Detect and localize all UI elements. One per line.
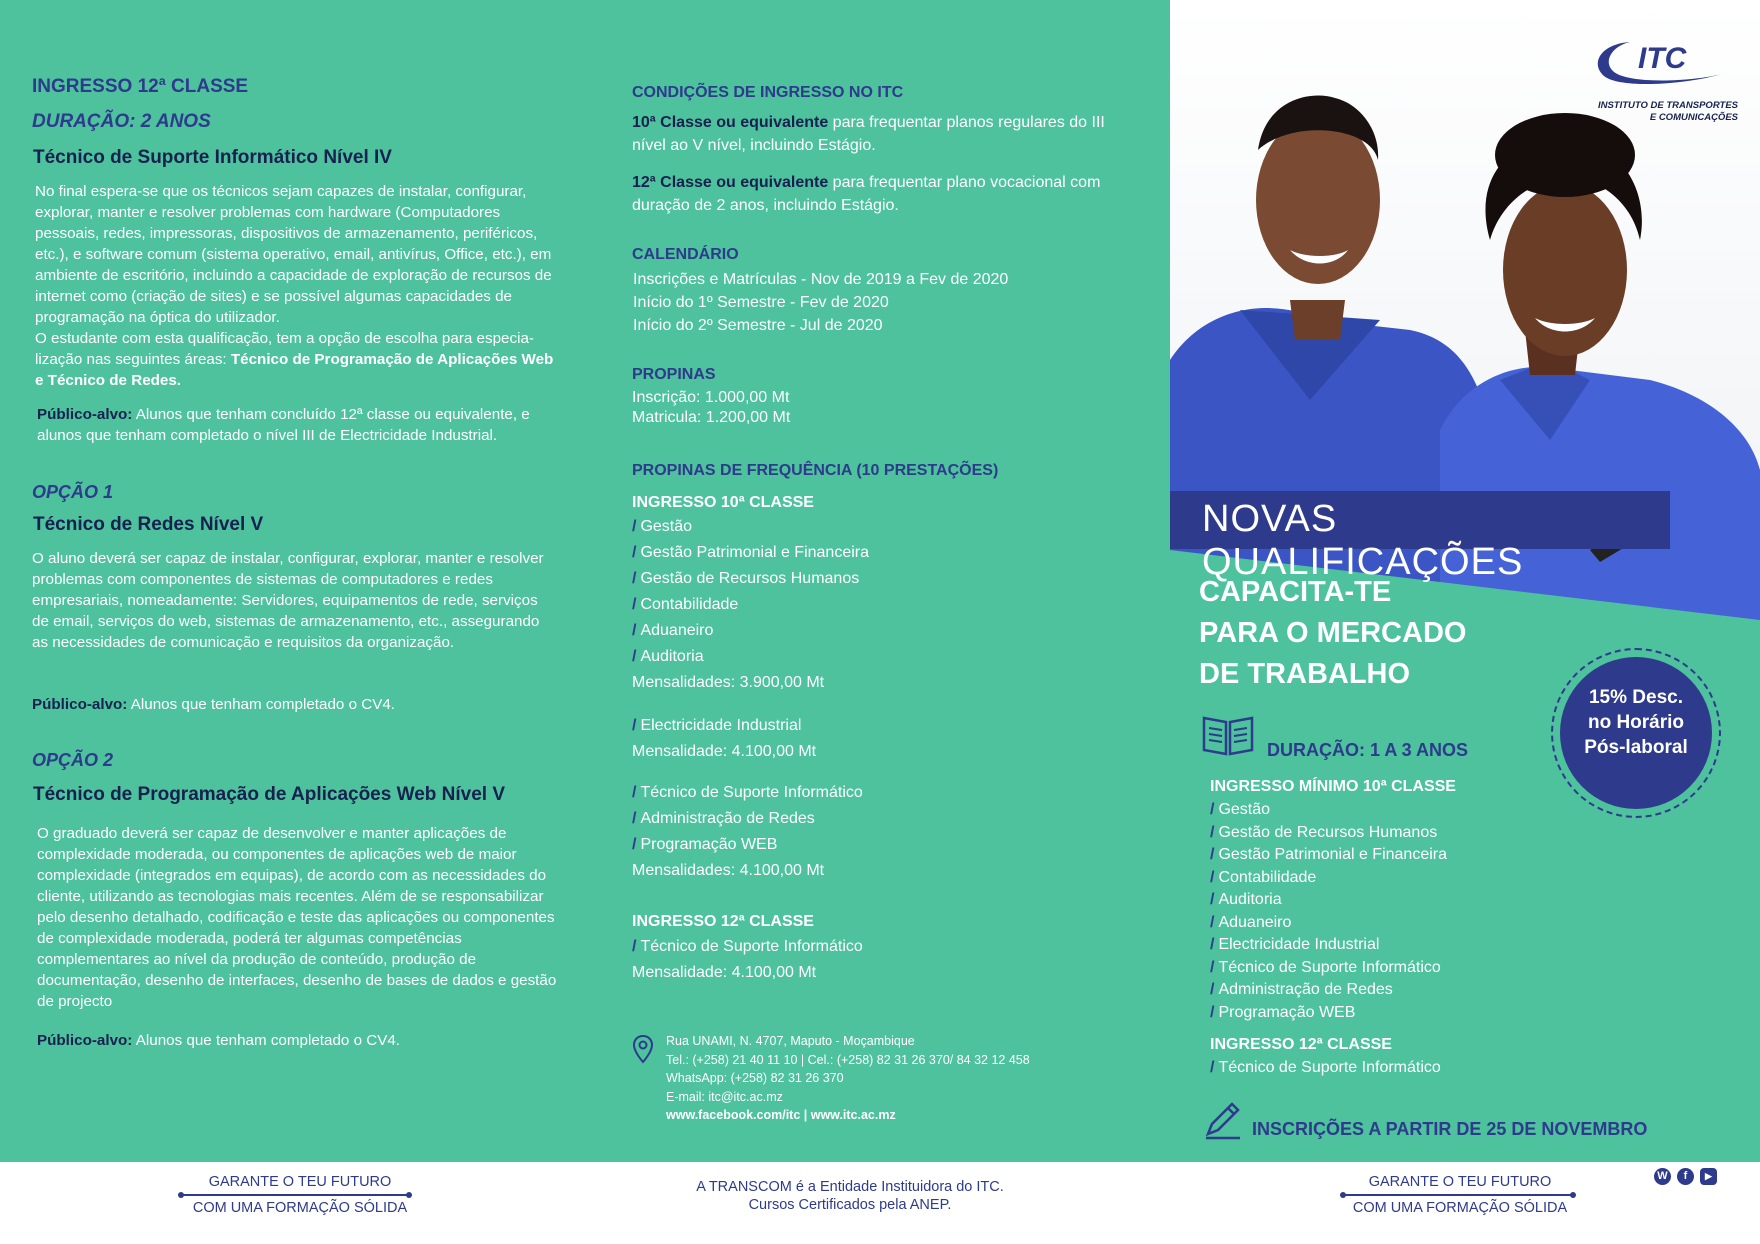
main-course-description: No final espera-se que os técnicos sejam capazes de instalar, configurar, explorar, manter e resolver problemas com hardware (Computadores pessoais, redes, impressoras, dispositivos de armazenamento, periféricos, etc.), e software comum (sistema operativo, email, antivírus, Office, etc.), em ambiente de escritório, incluindo a capacidade de exploração de recursos de internet como (criação de sites) e se possível algumas capacidades de programação na óptica do utilizador. O estudante com esta qualificação, tem a opção de escolha para especia-lização nas seguintes áreas: Técnico de Programação de Aplicações Web e Técnico de Redes. [35,183,554,389]
option1-target: Público-alvo: Alunos que tenham completado o CV4. [32,696,396,713]
footer-divider [182,1194,410,1196]
new-qualifications-banner: NOVAS QUALIFICAÇÕES [1170,491,1670,549]
monthly-fees-heading: PROPINAS DE FREQUÊNCIA (10 PRESTAÇÕES) [632,462,999,479]
option1-description: O aluno deverá ser capaz de instalar, configurar, explorar, manter e resolver problemas com componentes de sistemas de computadores e redes empresariais, nomeadamente: Servidores, equipamentos de rede, serviços de email, serviços do web, sistemas de armazenamento, etc., assegurando as necessidades de comunicação e requisitos da organização. [32,550,544,651]
itc-logo [1590,34,1740,130]
group4-list [632,934,863,986]
footer-center-text: A TRANSCOM é a Entidade Instituidora do ITC. Cursos Certificados pela ANEP. [696,1179,1004,1213]
course-item: / Administração de Redes [632,810,815,827]
course-item: / Auditoria [1210,891,1282,908]
fee-item: Inscrição: 1.000,00 Mt [632,389,790,406]
slogan: CAPACITA-TE PARA O MERCADO DE TRABALHO [1199,576,1467,690]
course-item: / Gestão [1210,801,1271,818]
fees-list [632,388,790,428]
course-item: / Gestão de Recursos Humanos [1210,823,1438,841]
group1-price: Mensalidades: 3.900,00 Mt [632,674,825,691]
contact-address: Rua UNAMI, N. 4707, Maputo - Moçambique [666,1034,915,1048]
condition-12: 12ª Classe ou equivalente para frequentar plano vocacional com duração de 2 anos, incluindo Estágio. [632,174,1101,214]
group2-price: Mensalidade: 4.100,00 Mt [632,743,817,760]
footer-divider [1344,1194,1574,1196]
group4-price: Mensalidade: 4.100,00 Mt [632,964,817,981]
ingresso-heading: INGRESSO 12ª CLASSE [32,76,249,97]
group2-list [632,713,816,765]
course-item: / Técnico de Suporte Informático [632,784,863,801]
course-item: / Programação WEB [1210,1003,1356,1021]
whatsapp-icon[interactable]: W [1654,1168,1671,1185]
contact-block [666,1032,1030,1125]
contact-web-links[interactable]: www.facebook.com/itc | www.itc.ac.mz [666,1108,896,1122]
footer [0,1162,1760,1244]
discount-seal: 15% Desc. no Horário Pós-laboral [1560,657,1712,809]
c12-course-list [1210,1057,1441,1080]
min-ingresso-heading: INGRESSO MÍNIMO 10ª CLASSE [1210,778,1456,795]
course-item: / Aduaneiro [632,622,714,639]
footer-tag-left-bottom: COM UMA FORMAÇÃO SÓLIDA [192,1200,408,1216]
facebook-icon[interactable]: f [1677,1168,1694,1185]
min-course-list [1210,799,1447,1024]
option2-target: Público-alvo: Alunos que tenham completado o CV4. [37,1032,401,1049]
option1-title: Técnico de Redes Nível V [33,514,264,535]
calendar-item: Início do 2º Semestre - Jul de 2020 [633,317,883,334]
group3-price: Mensalidades: 4.100,00 Mt [632,862,825,879]
course-item: / Gestão [632,518,693,535]
youtube-icon[interactable]: ▶ [1700,1168,1717,1185]
footer-dot [406,1192,412,1198]
course-item: / Electricidade Industrial [1210,936,1380,953]
location-pin-icon [632,1034,654,1064]
calendar-item: Inscrições e Matrículas - Nov de 2019 a Fev de 2020 [633,271,1009,288]
course-item: / Contabilidade [632,596,739,613]
ingresso10-subheading: INGRESSO 10ª CLASSE [632,494,814,511]
main-target: Público-alvo: Alunos que tenham concluído 12ª classe ou equivalente, e alunos que tenham completado o nível III de Electricidade Industrial. [37,406,530,444]
option2-description: O graduado deverá ser capaz de desenvolver e manter aplicações de complexidade moderada, ou componentes de aplicações web de maior complexidade (integrados em equipas), de acordo com as necessidades do cliente, utilizando as tecnologias mais recentes. Além de se responsabilizar pelo desenho detalhado, codificação e teste das aplicações ou componentes de complexidade moderada, poderá ter algumas competências complementares ao nível da produção de conteúdo, produção de documentação, desenho de interfaces, desenho de bases de dados e gestão de projecto [37,825,557,1010]
fee-item: Matricula: 1.200,00 Mt [632,409,791,426]
calendar-heading: CALENDÁRIO [632,246,739,263]
course-item: / Auditoria [632,648,704,665]
calendar-item: Início do 1º Semestre - Fev de 2020 [633,294,889,311]
contact-email[interactable]: E-mail: itc@itc.ac.mz [666,1089,783,1104]
book-icon [1200,712,1256,758]
option2-label: OPÇÃO 2 [32,750,114,770]
course-item: / Gestão Patrimonial e Financeira [1210,846,1448,863]
course-item: / Programação WEB [632,836,778,853]
course-item: / Gestão de Recursos Humanos [632,570,860,587]
group1-list [632,514,869,696]
option2-title: Técnico de Programação de Aplicações Web Nível V [33,784,506,805]
footer-tag-right-top: GARANTE O TEU FUTURO [1368,1174,1552,1190]
pencil-icon [1202,1098,1244,1140]
course-item: / Contabilidade [1210,868,1317,886]
group3-list [632,780,863,884]
contact-whatsapp: WhatsApp: (+258) 82 31 26 370 [666,1071,844,1085]
main-course-title: Técnico de Suporte Informático Nível IV [33,147,392,168]
course-item: / Técnico de Suporte Informático [1210,958,1441,976]
fees-heading: PROPINAS [632,366,716,383]
c12-ingresso-heading: INGRESSO 12ª CLASSE [1210,1036,1392,1053]
contact-phone: Tel.: (+258) 21 40 11 10 | Cel.: (+258) 82 31 26 370/ 84 32 12 458 [666,1052,1030,1067]
course-item: / Técnico de Suporte Informático [632,938,863,955]
duration-1-3-years: DURAÇÃO: 1 A 3 ANOS [1267,740,1469,760]
conditions-heading: CONDIÇÕES DE INGRESSO NO ITC [632,84,904,101]
footer-tag-left-top: GARANTE O TEU FUTURO [208,1174,392,1190]
registration-notice: INSCRIÇÕES A PARTIR DE 25 DE NOVEMBRO [1252,1119,1648,1139]
course-item: / Técnico de Suporte Informático [1210,1059,1441,1076]
logo-text: ITC [1638,42,1687,75]
ingresso12-subheading: INGRESSO 12ª CLASSE [632,913,814,930]
duration-label: DURAÇÃO: 2 ANOS [32,111,211,132]
course-item: / Gestão Patrimonial e Financeira [632,544,870,561]
condition-10: 10ª Classe ou equivalente para frequentar planos regulares do III nível ao V nível, incluindo Estágio. [632,114,1105,154]
footer-tag-right-bottom: COM UMA FORMAÇÃO SÓLIDA [1352,1200,1568,1216]
logo-subtitle: INSTITUTO DE TRANSPORTES E COMUNICAÇÕES [1597,100,1738,123]
course-item: / Aduaneiro [1210,913,1292,931]
course-item: / Electricidade Industrial [632,717,802,734]
option1-label: OPÇÃO 1 [32,482,114,502]
course-item: / Administração de Redes [1210,981,1393,998]
footer-dot [1570,1192,1576,1198]
calendar-list [633,268,1008,337]
